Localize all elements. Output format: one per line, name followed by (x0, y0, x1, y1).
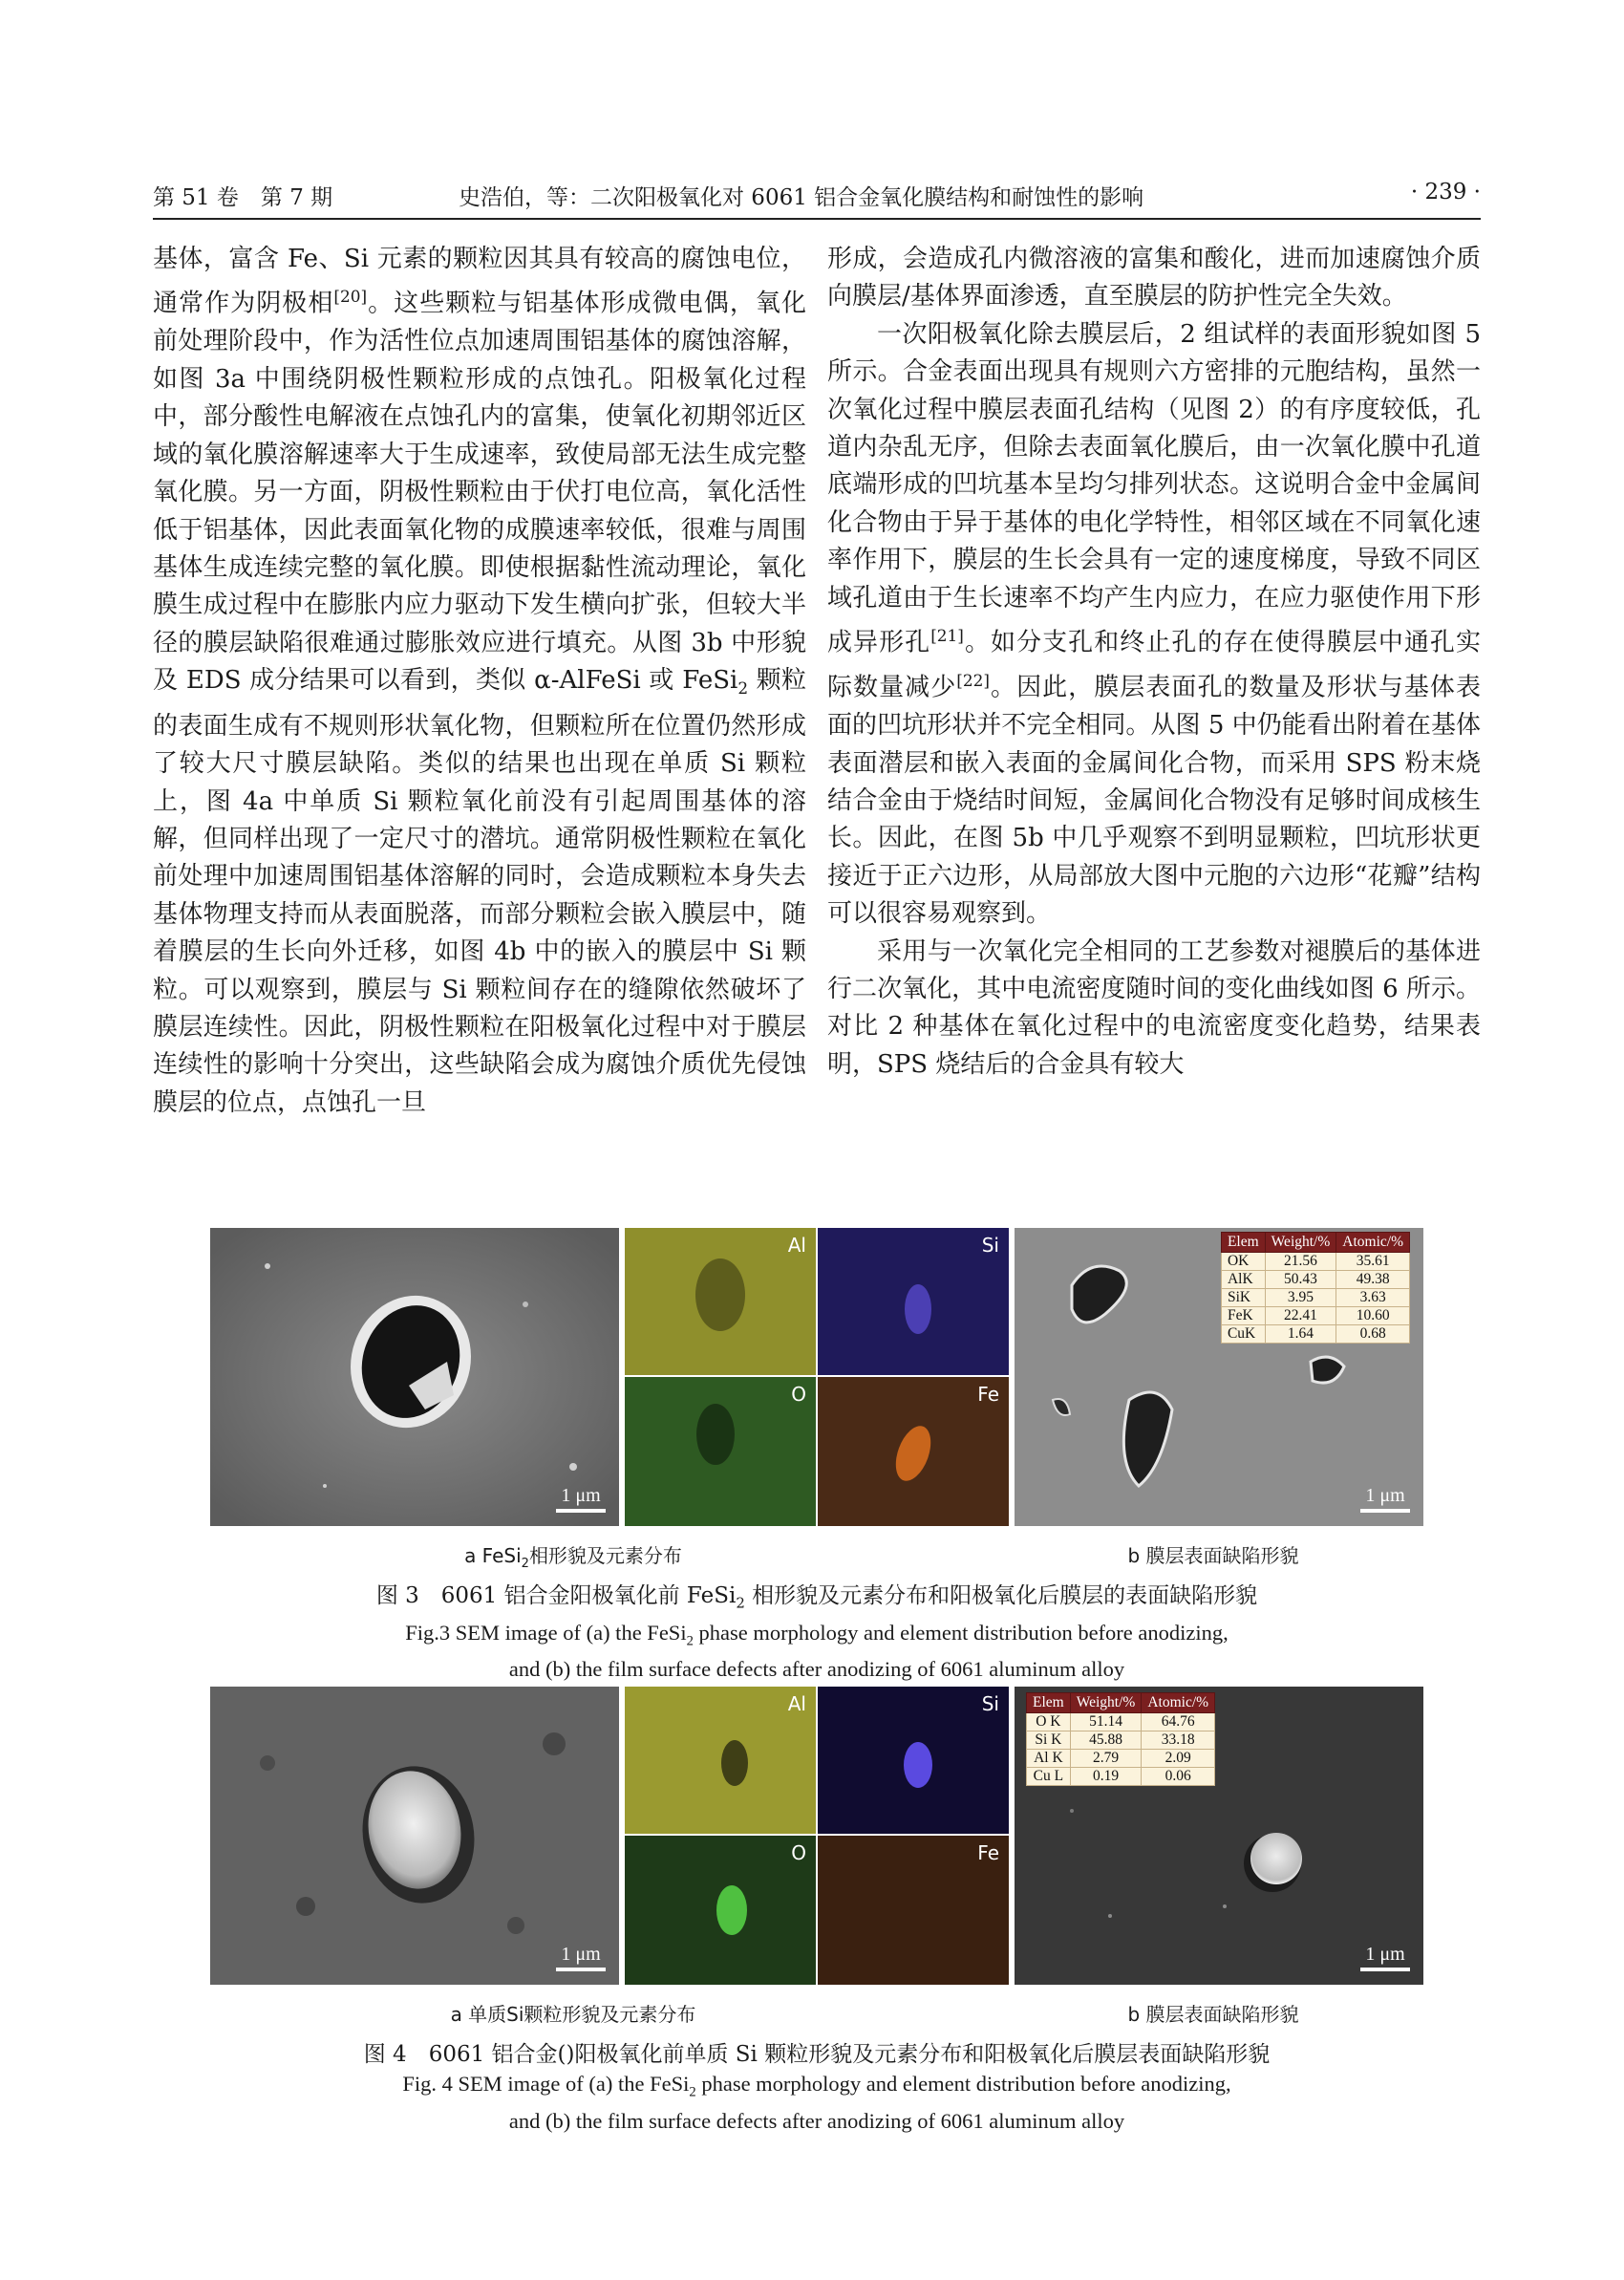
left-column (153, 241, 806, 1122)
eds-header: Weight/% (1265, 1233, 1336, 1253)
sem-particle-pit (210, 1228, 619, 1526)
table-row: Al K 2.79 2.09 (1027, 1750, 1215, 1768)
o-map-shape (625, 1377, 816, 1526)
citation: [20] (333, 287, 368, 307)
running-header (153, 168, 1481, 220)
si-map-shape (818, 1687, 1009, 1834)
fig3-subcaption-b: b 膜层表面缺陷形貌 (1127, 1544, 1299, 1567)
eds-header: Elem (1027, 1693, 1071, 1713)
citation: [21] (930, 626, 964, 646)
fig4a-map-fe (818, 1836, 1009, 1985)
eds-header: Elem (1221, 1233, 1265, 1253)
fig3-caption-en-2: and (b) the film surface defects after anodizing of 6061 aluminum alloy (508, 1657, 1125, 1682)
fig4-caption-en: Fig. 4 SEM image of (a) the FeSi$_2$ phase morphology and element distribution before anodizing, (402, 2072, 1231, 2100)
table-row: SiK 3.95 3.63 (1221, 1289, 1409, 1307)
fig3-subcaption-a: a FeSi$_2$相形貌及元素分布 (464, 1544, 682, 1571)
fig3-caption-cn: 图 3 6061 铝合金阳极氧化前 FeSi$_2$ 相形貌及元素分布和阳极氧化后膜层的表面缺陷形貌 (375, 1583, 1258, 1612)
fig3-caption (153, 1581, 1481, 1684)
eds-header: Weight/% (1070, 1693, 1142, 1713)
map-label-si: Si (981, 1692, 999, 1715)
fig3a-map-al (625, 1228, 816, 1375)
fig3a-map-o (625, 1377, 816, 1526)
fig4b-sem-image (1015, 1687, 1423, 1985)
fig4b-eds-table (1026, 1692, 1215, 1786)
right-column (827, 241, 1481, 1084)
fig3b-sem-image (1015, 1228, 1423, 1526)
fig4a-map-al (625, 1687, 816, 1834)
table-row: CuK 1.64 0.68 (1221, 1325, 1409, 1344)
table-row: Si K 45.88 33.18 (1027, 1732, 1215, 1750)
eds-header: Atomic/% (1336, 1233, 1410, 1253)
table-row: AlK 50.43 49.38 (1221, 1271, 1409, 1289)
scale-bar: 1 μm (556, 1944, 606, 1971)
fig4-subcaption-a: a 单质Si颗粒形貌及元素分布 (450, 2003, 696, 2026)
fig4-caption-en-2: and (b) the film surface defects after anodizing of 6061 aluminum alloy (508, 2108, 1125, 2133)
fig4a-map-o (625, 1836, 816, 1985)
fig4a-sem-image (210, 1687, 619, 1985)
fig4-caption (153, 2039, 1481, 2136)
fig3a-map-fe (818, 1377, 1009, 1526)
table-row: OK 21.56 35.61 (1221, 1253, 1409, 1271)
journal-volume: 第 51 卷 第 7 期 (153, 185, 333, 210)
page-number: · 239 · (1410, 180, 1481, 204)
map-label-fe: Fe (977, 1841, 999, 1864)
paragraph: 形成，会造成孔内微溶液的富集和酸化，进而加速腐蚀介质向膜层/基体界面渗透，直至膜层的防护性完全失效。 (827, 245, 1481, 312)
fig3a-map-si (818, 1228, 1009, 1375)
eds-header: Atomic/% (1142, 1693, 1215, 1713)
fig3-caption-en: Fig.3 SEM image of (a) the FeSi$_2$ phase morphology and element distribution before anodizing, (405, 1620, 1229, 1649)
article-short-title: 史浩伯，等：二次阳极氧化对 6061 铝合金氧化膜结构和耐蚀性的影响 (459, 185, 1144, 210)
citation: [22] (956, 671, 990, 691)
fig4a-map-si (818, 1687, 1009, 1834)
paragraph: 采用与一次氧化完全相同的工艺参数对褪膜后的基体进行二次氧化，其中电流密度随时间的变化曲线如图 6 所示。对比 2 种基体在氧化过程中的电流密度变化趋势，结果表明，SPS 烧结后的合金具有较大 (827, 936, 1481, 1079)
map-label-fe: Fe (977, 1383, 999, 1406)
map-label-o: O (791, 1841, 806, 1864)
fig3a-sem-image (210, 1228, 619, 1526)
table-row: FeK 22.41 10.60 (1221, 1307, 1409, 1325)
scale-bar: 1 μm (556, 1485, 606, 1513)
fig4-subcaption-b: b 膜层表面缺陷形貌 (1127, 2003, 1299, 2026)
o-map-shape (625, 1836, 816, 1985)
map-label-al: Al (787, 1234, 806, 1257)
fig3b-eds-table (1221, 1232, 1410, 1344)
table-row: Cu L 0.19 0.06 (1027, 1768, 1215, 1786)
sem-si-particle (210, 1687, 619, 1985)
table-row: O K 51.14 64.76 (1027, 1713, 1215, 1732)
map-label-al: Al (787, 1692, 806, 1715)
scale-bar: 1 μm (1360, 1485, 1410, 1513)
scale-bar: 1 μm (1360, 1944, 1410, 1971)
map-label-si: Si (981, 1234, 999, 1257)
fig4-caption-cn: 图 4 6061 铝合金()阳极氧化前单质 Si 颗粒形貌及元素分布和阳极氧化后膜层表面缺陷形貌 (363, 2042, 1271, 2067)
paragraph: 基体，富含 Fe、Si 元素的颗粒因其具有较高的腐蚀电位，通常作为阴极相[20]。这些颗粒与铝基体形成微电偶，氧化前处理阶段中，作为活性位点加速周围铝基体的腐蚀溶解，如图 3a 中围绕阴极性颗粒形成的点蚀孔。阳极氧化过程中，部分酸性电解液在点蚀孔内的富集，使氧化初期邻近区域的氧化膜溶解速率大于生成速率，致使局部无法生成完整氧化膜。另一方面，阴极性颗粒由于伏打电位高，氧化活性低于铝基体，因此表面氧化物的成膜速率较低，很难与周围基体生成连续完整的氧化膜。即使根据黏性流动理论，氧化膜生成过程中在膨胀内应力驱动下发生横向扩张，但较大半径的膜层缺陷很难通过膨胀效应进行填充。从图 3b 中形貌及 EDS 成分结果可以看到，类似 α-AlFeSi 或 FeSi$_2$ 颗粒的表面生成有不规则形状氧化物，但颗粒所在位置仍然形成了较大尺寸膜层缺陷。类似的结果也出现在单质 Si 颗粒上，图 4a 中单质 Si 颗粒氧化前没有引起周围基体的溶解，但同样出现了一定尺寸的潜坑。通常阴极性颗粒在氧化前处理中加速周围铝基体溶解的同时，会造成颗粒本身失去基体物理支持而从表面脱落，而部分颗粒会嵌入膜层中，随着膜层的生长向外迁移，如图 4b 中的嵌入的膜层中 Si 颗粒。可以观察到，膜层与 Si 颗粒间存在的缝隙依然破坏了膜层连续性。因此，阴极性颗粒在阳极氧化过程中对于膜层连续性的影响十分突出，这些缺陷会成为腐蚀介质优先侵蚀膜层的位点，点蚀孔一旦 (153, 245, 806, 1117)
map-label-o: O (791, 1383, 806, 1406)
paragraph: 一次阳极氧化除去膜层后，2 组试样的表面形貌如图 5 所示。合金表面出现具有规则六方密排的元胞结构，虽然一次氧化过程中膜层表面孔结构（见图 2）的有序度较低，孔道内杂乱无序，但除去表面氧化膜后，由一次氧化膜中孔道底端形成的凹坑基本呈均匀排列状态。这说明合金中金属间化合物由于异于基体的电化学特性，相邻区域在不同氧化速率作用下，膜层的生长会具有一定的速度梯度，导致不同区域孔道由于生长速率不均产生内应力，在应力驱使作用下形成异形孔[21]。如分支孔和终止孔的存在使得膜层中通孔实际数量减少[22]。因此，膜层表面孔的数量及形状与基体表面的凹坑形状并不完全相同。从图 5 中仍能看出附着在基体表面潜层和嵌入表面的金属间化合物，而采用 SPS 粉末烧结合金由于烧结时间短，金属间化合物没有足够时间成核生长。因此，在图 5b 中几乎观察不到明显颗粒，凹坑形状更接近于正六边形，从局部放大图中元胞的六边形“花瓣”结构可以很容易观察到。 (827, 319, 1481, 929)
si-map-shape (818, 1228, 1009, 1375)
